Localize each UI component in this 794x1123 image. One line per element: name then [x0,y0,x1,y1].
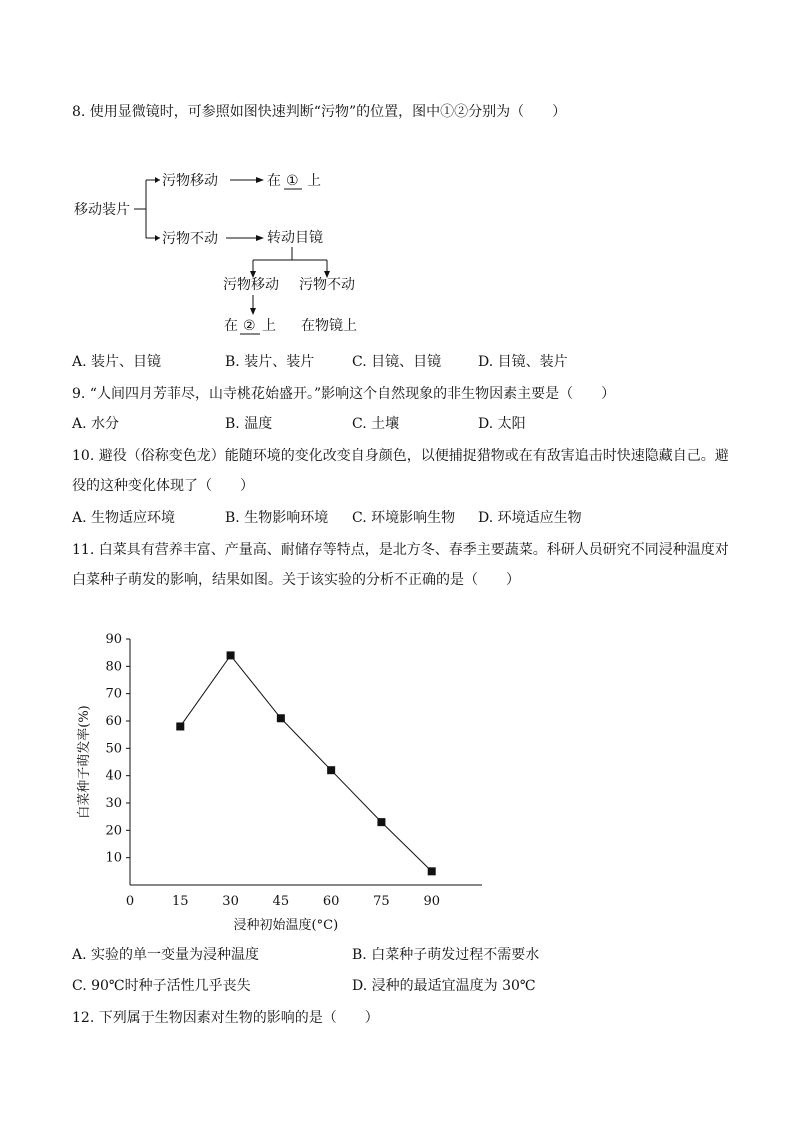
q10-option-a[interactable]: A. 生物适应环境 [72,510,176,526]
q10-option-c[interactable]: C. 环境影响生物 [352,510,456,526]
germination-chart [60,625,500,940]
q9-stem: 9. “人间四月芳菲尽，山寺桃花始盛开。”影响这个自然现象的非生物因素主要是（ ） [72,386,616,402]
q10-option-b[interactable]: B. 生物影响环境 [225,510,329,526]
chart-y-tick-label: 60 [105,714,122,729]
q8-stem: 8. 使用显微镜时，可参照如图快速判断“污物”的位置，图中①②分别为（ ） [72,104,567,120]
chart-x-label: 浸种初始温度(°C) [233,918,339,933]
q10-stem-line1: 10. 避役（俗称变色龙）能随环境的变化改变自身颜色，以便捕捉猎物或在有敌害追击时快速隐藏自己。避 [72,448,729,464]
chart-y-tick-label: 50 [105,741,122,757]
chart-y-ticks [105,632,130,866]
chart-y-label: 白菜种子萌发率(%) [77,705,92,819]
q12-stem: 12. 下列属于生物因素对生物的影响的是（ ） [72,1010,379,1026]
chart-x-tick-label: 30 [222,894,239,909]
chart-x-tick-label: 60 [322,894,340,909]
q10-stem-line2: 役的这种变化体现了（ ） [72,478,254,494]
flow-result1-prefix: 在 [267,173,281,189]
chart-y-tick-label: 80 [105,659,122,675]
flow-arrowhead-top [155,177,160,183]
chart-y-tick-label: 10 [105,850,122,866]
q11-option-b[interactable]: B. 白菜种子萌发过程不需要水 [352,947,540,963]
q11-option-d[interactable]: D. 浸种的最适宜温度为 30℃ [352,978,536,994]
q11-stem-line1: 11. 白菜具有营养丰富、产量高、耐储存等特点，是北方冬、春季主要蔬菜。科研人员研究不同浸种温度对 [72,542,729,558]
q9-option-c[interactable]: C. 土壤 [352,416,400,432]
chart-y-tick-label: 30 [105,796,122,811]
chart-y-tick-label: 70 [105,686,122,702]
flow-arrowhead-bottom [155,235,160,241]
q8-option-d[interactable]: D. 目镜、装片 [478,354,568,370]
flow-rotate: 转动目镜 [267,230,323,246]
chart-point [176,722,184,730]
q9-option-d[interactable]: D. 太阳 [478,416,526,432]
chart-point [327,766,335,774]
q9-option-b[interactable]: B. 温度 [225,416,273,432]
chart-series-line [180,655,431,871]
chart-point [277,714,285,722]
flow-objective: 在物镜上 [301,318,357,334]
flow-result2-suffix: 上 [262,318,276,334]
chart-point [377,818,385,826]
q8-option-c[interactable]: C. 目镜、目镜 [352,354,442,370]
chart-point [428,867,436,875]
flow-root: 移动装片 [74,202,130,218]
q11-option-a[interactable]: A. 实验的单一变量为浸种温度 [72,947,260,963]
flow-result1-suffix: 上 [307,173,321,189]
flow-arrowhead-result1 [256,177,264,183]
chart-x-tick-label: 0 [125,894,135,909]
flow-sub-move: 污物移动 [223,277,279,293]
flow-result2-prefix: 在 [224,318,238,334]
flow-arrowhead-rotate [256,235,264,241]
q9-option-a[interactable]: A. 水分 [72,416,120,432]
flow-down-left-head [250,308,256,315]
q11-stem-line2: 白菜种子萌发的影响，结果如图。关于该实验的分析不正确的是（ ） [72,572,520,588]
flow-blank1: ① [286,173,299,189]
chart-y-tick-label: 40 [105,768,122,784]
chart-x-tick-label: 75 [373,894,390,909]
chart-point [227,651,235,659]
flow-branch-move: 污物移动 [162,173,218,189]
q8-flow-diagram [0,0,794,350]
chart-x-tick-label: 15 [172,894,189,909]
flow-blank2: ② [243,318,256,334]
chart-x-ticks [126,894,440,909]
chart-points [176,651,435,875]
q11-option-c[interactable]: C. 90℃时种子活性几乎丧失 [72,978,251,994]
q8-option-a[interactable]: A. 装片、目镜 [72,354,162,370]
chart-y-tick-label: 90 [105,632,122,647]
flow-sub-still: 污物不动 [299,277,355,293]
chart-x-tick-label: 45 [272,894,290,909]
q8-option-b[interactable]: B. 装片、装片 [225,354,315,370]
chart-x-tick-label: 90 [423,894,440,909]
q10-option-d[interactable]: D. 环境适应生物 [478,510,582,526]
chart-y-tick-label: 20 [105,823,122,839]
chart-axes [130,639,482,885]
flow-branch-still: 污物不动 [162,231,218,247]
